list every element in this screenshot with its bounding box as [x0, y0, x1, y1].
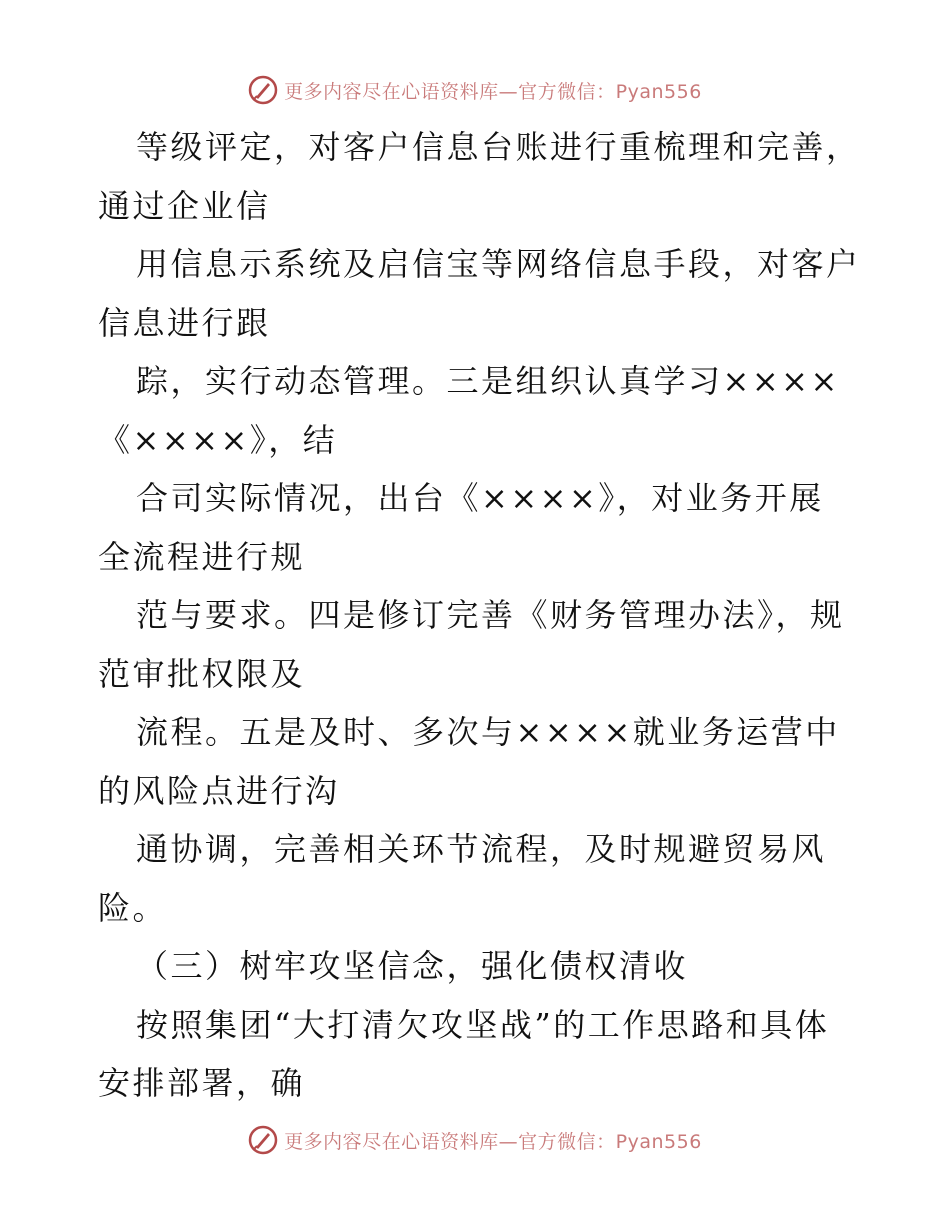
- body-line: 用信息示系统及启信宝等网络信息手段，对客户: [136, 245, 861, 283]
- body-line: 《××××》，结: [98, 420, 338, 459]
- footer-banner: [0, 1120, 950, 1160]
- body-line: 通过企业信: [98, 186, 271, 225]
- body-line: 安排部署，确: [98, 1064, 306, 1102]
- body-line: 全流程进行规: [98, 537, 306, 576]
- body-line: 信息进行跟: [98, 303, 271, 342]
- body-line: 险。: [98, 888, 168, 927]
- footer-banner-text: 更多内容尽在心语资料库—官方微信：Pyan556: [284, 1130, 702, 1153]
- body-line: 通协调，完善相关环节流程，及时规避贸易风: [136, 830, 827, 868]
- document-body: [98, 118, 868, 1113]
- body-line: 等级评定，对客户信息台账进行重梳理和完善，: [136, 128, 861, 166]
- body-line: 流程。五是及时、多次与××××就业务运营中: [136, 713, 840, 751]
- body-line: 的风险点进行沟: [98, 771, 340, 810]
- body-line: 合司实际情况，出台《××××》，对业务开展: [136, 479, 824, 517]
- body-line: 范审批权限及: [98, 654, 306, 693]
- header-banner: [0, 70, 950, 110]
- quill-logo-icon: [248, 75, 278, 105]
- section-heading: （三）树牢攻坚信念，强化债权清收: [136, 947, 689, 985]
- body-line: 按照集团“大打清欠攻坚战”的工作思路和具体: [136, 1005, 830, 1044]
- body-line: 范与要求。四是修订完善《财务管理办法》，规: [136, 596, 845, 634]
- body-line: 踪，实行动态管理。三是组织认真学习××××: [136, 362, 840, 400]
- quill-logo-icon: [248, 1125, 278, 1155]
- header-banner-text: 更多内容尽在心语资料库—官方微信：Pyan556: [284, 80, 702, 103]
